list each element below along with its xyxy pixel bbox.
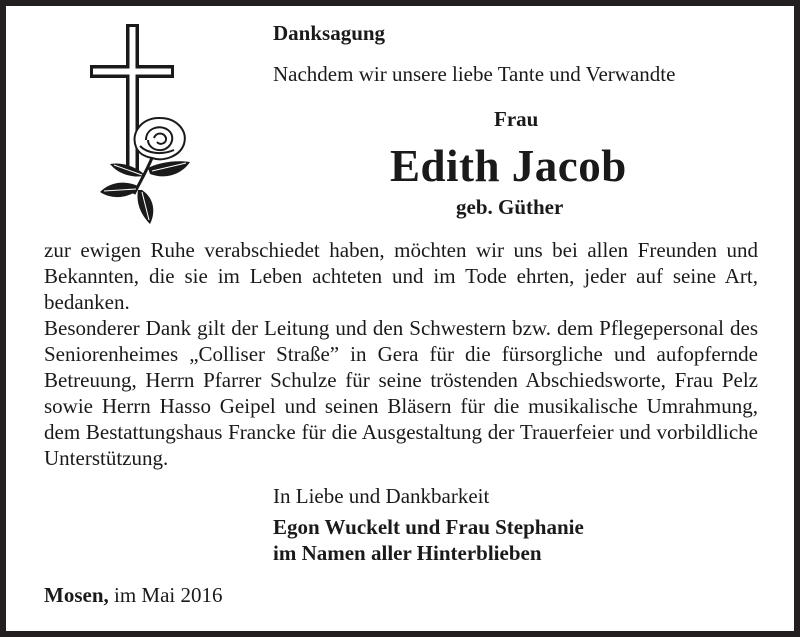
closing-line: In Liebe und Dankbarkeit xyxy=(273,484,490,508)
special-thanks-paragraph: Besonderer Dank gilt der Leitung und den Schwestern bzw. dem Pflegepersonal des Seniorenheimes „Colliser Straße” in Gera für die fürsorgliche und aufopfernde Betreuung, Herrn Pfarrer Schulze für seine tröstenden Abschiedsworte, Frau Pelz sowie Herrn Hasso Geipel und seinen Bläsern für die musikalische Umrahmung, dem Bestattungshaus Francke für die Ausgestaltung der Trauerfeier und vorbildliche Unterstützung. xyxy=(44,316,758,470)
intro-line: Nachdem wir unsere liebe Tante und Verwandte xyxy=(273,62,676,86)
deceased-name: Edith Jacob xyxy=(390,141,627,191)
notice-heading: Danksagung xyxy=(273,21,386,45)
cross-with-rose-icon xyxy=(88,22,206,227)
birth-name: geb. Güther xyxy=(456,195,564,219)
thanks-paragraph: zur ewigen Ruhe verabschiedet haben, möchten wir uns bei allen Freunden und Bekannten, die sie im Leben achteten und im Tode ehrten, jeder auf seine Art, bedanken. xyxy=(44,238,758,314)
date: im Mai 2016 xyxy=(114,583,223,607)
notice-body xyxy=(44,237,758,471)
signature-line-1: Egon Wuckelt und Frau Stephanie xyxy=(273,515,584,539)
place: Mosen, xyxy=(44,583,109,607)
salutation: Frau xyxy=(494,107,539,131)
signature-line-2: im Namen aller Hinterblieben xyxy=(273,541,542,565)
place-date xyxy=(44,583,223,608)
